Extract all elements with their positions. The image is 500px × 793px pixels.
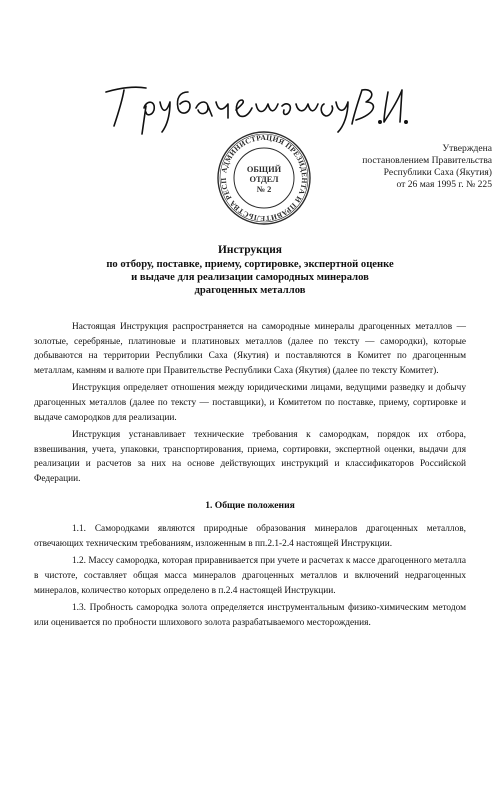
document-title: [30, 244, 470, 297]
svg-text:№ 2: № 2: [256, 185, 272, 194]
title-line-1: по отбору, поставке, приему, сортировке, экспертной оценке: [106, 259, 394, 270]
clause-1-3: 1.3. Пробность самородка золота определяется инструментальным физико-химическим методом или оценивается по пробности шлихового золота разрабатываемого месторождения.: [34, 603, 466, 628]
title-main: Инструкция: [218, 244, 282, 256]
approval-line-resolution: постановлением Правительства: [362, 155, 492, 166]
intro-paragraph-3: Инструкция устанавливает технические требования к самородкам, порядок их отбора, взвешивания, учета, упаковки, транспортирования, приема, сортировки, экспертной оценки, выдачи для реализации и расчетов за них на основе действующих инструкций и классификаторов Российской Федерации.: [34, 430, 466, 484]
svg-text:ОБЩИЙ: ОБЩИЙ: [246, 165, 282, 174]
svg-text:АДМИНИСТРАЦИЯ ПРЕЗИДЕНТА И ПРА: АДМИНИСТРАЦИЯ ПРЕЗИДЕНТА И ПРАВИТЕЛЬСТВА РЕСП: [218, 132, 310, 224]
stamp-seal-icon: [214, 128, 314, 228]
section-heading-general: 1. Общие положения: [205, 499, 295, 511]
approval-note: [300, 143, 492, 191]
svg-text:ОТДЕЛ: ОТДЕЛ: [249, 175, 279, 184]
approval-line-date: от 26 мая 1995 г. № 225: [396, 179, 492, 190]
intro-paragraph-2: Инструкция определяет отношения между юридическими лицами, ведущими разведку и добычу драгоценных металлов (далее по тексту — поставщики), и Комитетом по поставке, приему, сортировке и выдаче самородков для реализации.: [34, 383, 466, 423]
clause-1-2: 1.2. Массу самородка, которая приравнивается при учете и расчетах к массе драгоценного металла в чистоте, составляет общая масса минералов драгоценных металлов и включений недрагоценных минералов, количество которых определено в п.2.4 настоящей Инструкции.: [34, 556, 466, 596]
clause-1-1: 1.1. Самородками являются природные образования минералов драгоценных металлов, отвечающих техническим требованиям, изложенным в пп.2.1-2.4 настоящей Инструкции.: [34, 524, 466, 549]
approval-line-republic: Республики Саха (Якутия): [383, 167, 492, 178]
title-line-2: и выдаче для реализации самородных минералов: [131, 272, 369, 283]
approval-line-approved: Утверждена: [442, 143, 492, 154]
document-body: [34, 320, 466, 633]
title-line-3: драгоценных металлов: [194, 285, 306, 296]
intro-paragraph-1: Настоящая Инструкция распространяется на самородные минералы драгоценных металлов — золотые, серебряные, платиновые и платиновых металлов (далее по тексту — самородки), которые добываются на территории Республики Саха (Якутия) и поставляются в Комитет по драгоценным металлам, камням и валюте при Правительстве Республики Саха (Якутия) (далее по тексту Комитет).: [34, 322, 466, 376]
official-stamp: [214, 128, 314, 228]
